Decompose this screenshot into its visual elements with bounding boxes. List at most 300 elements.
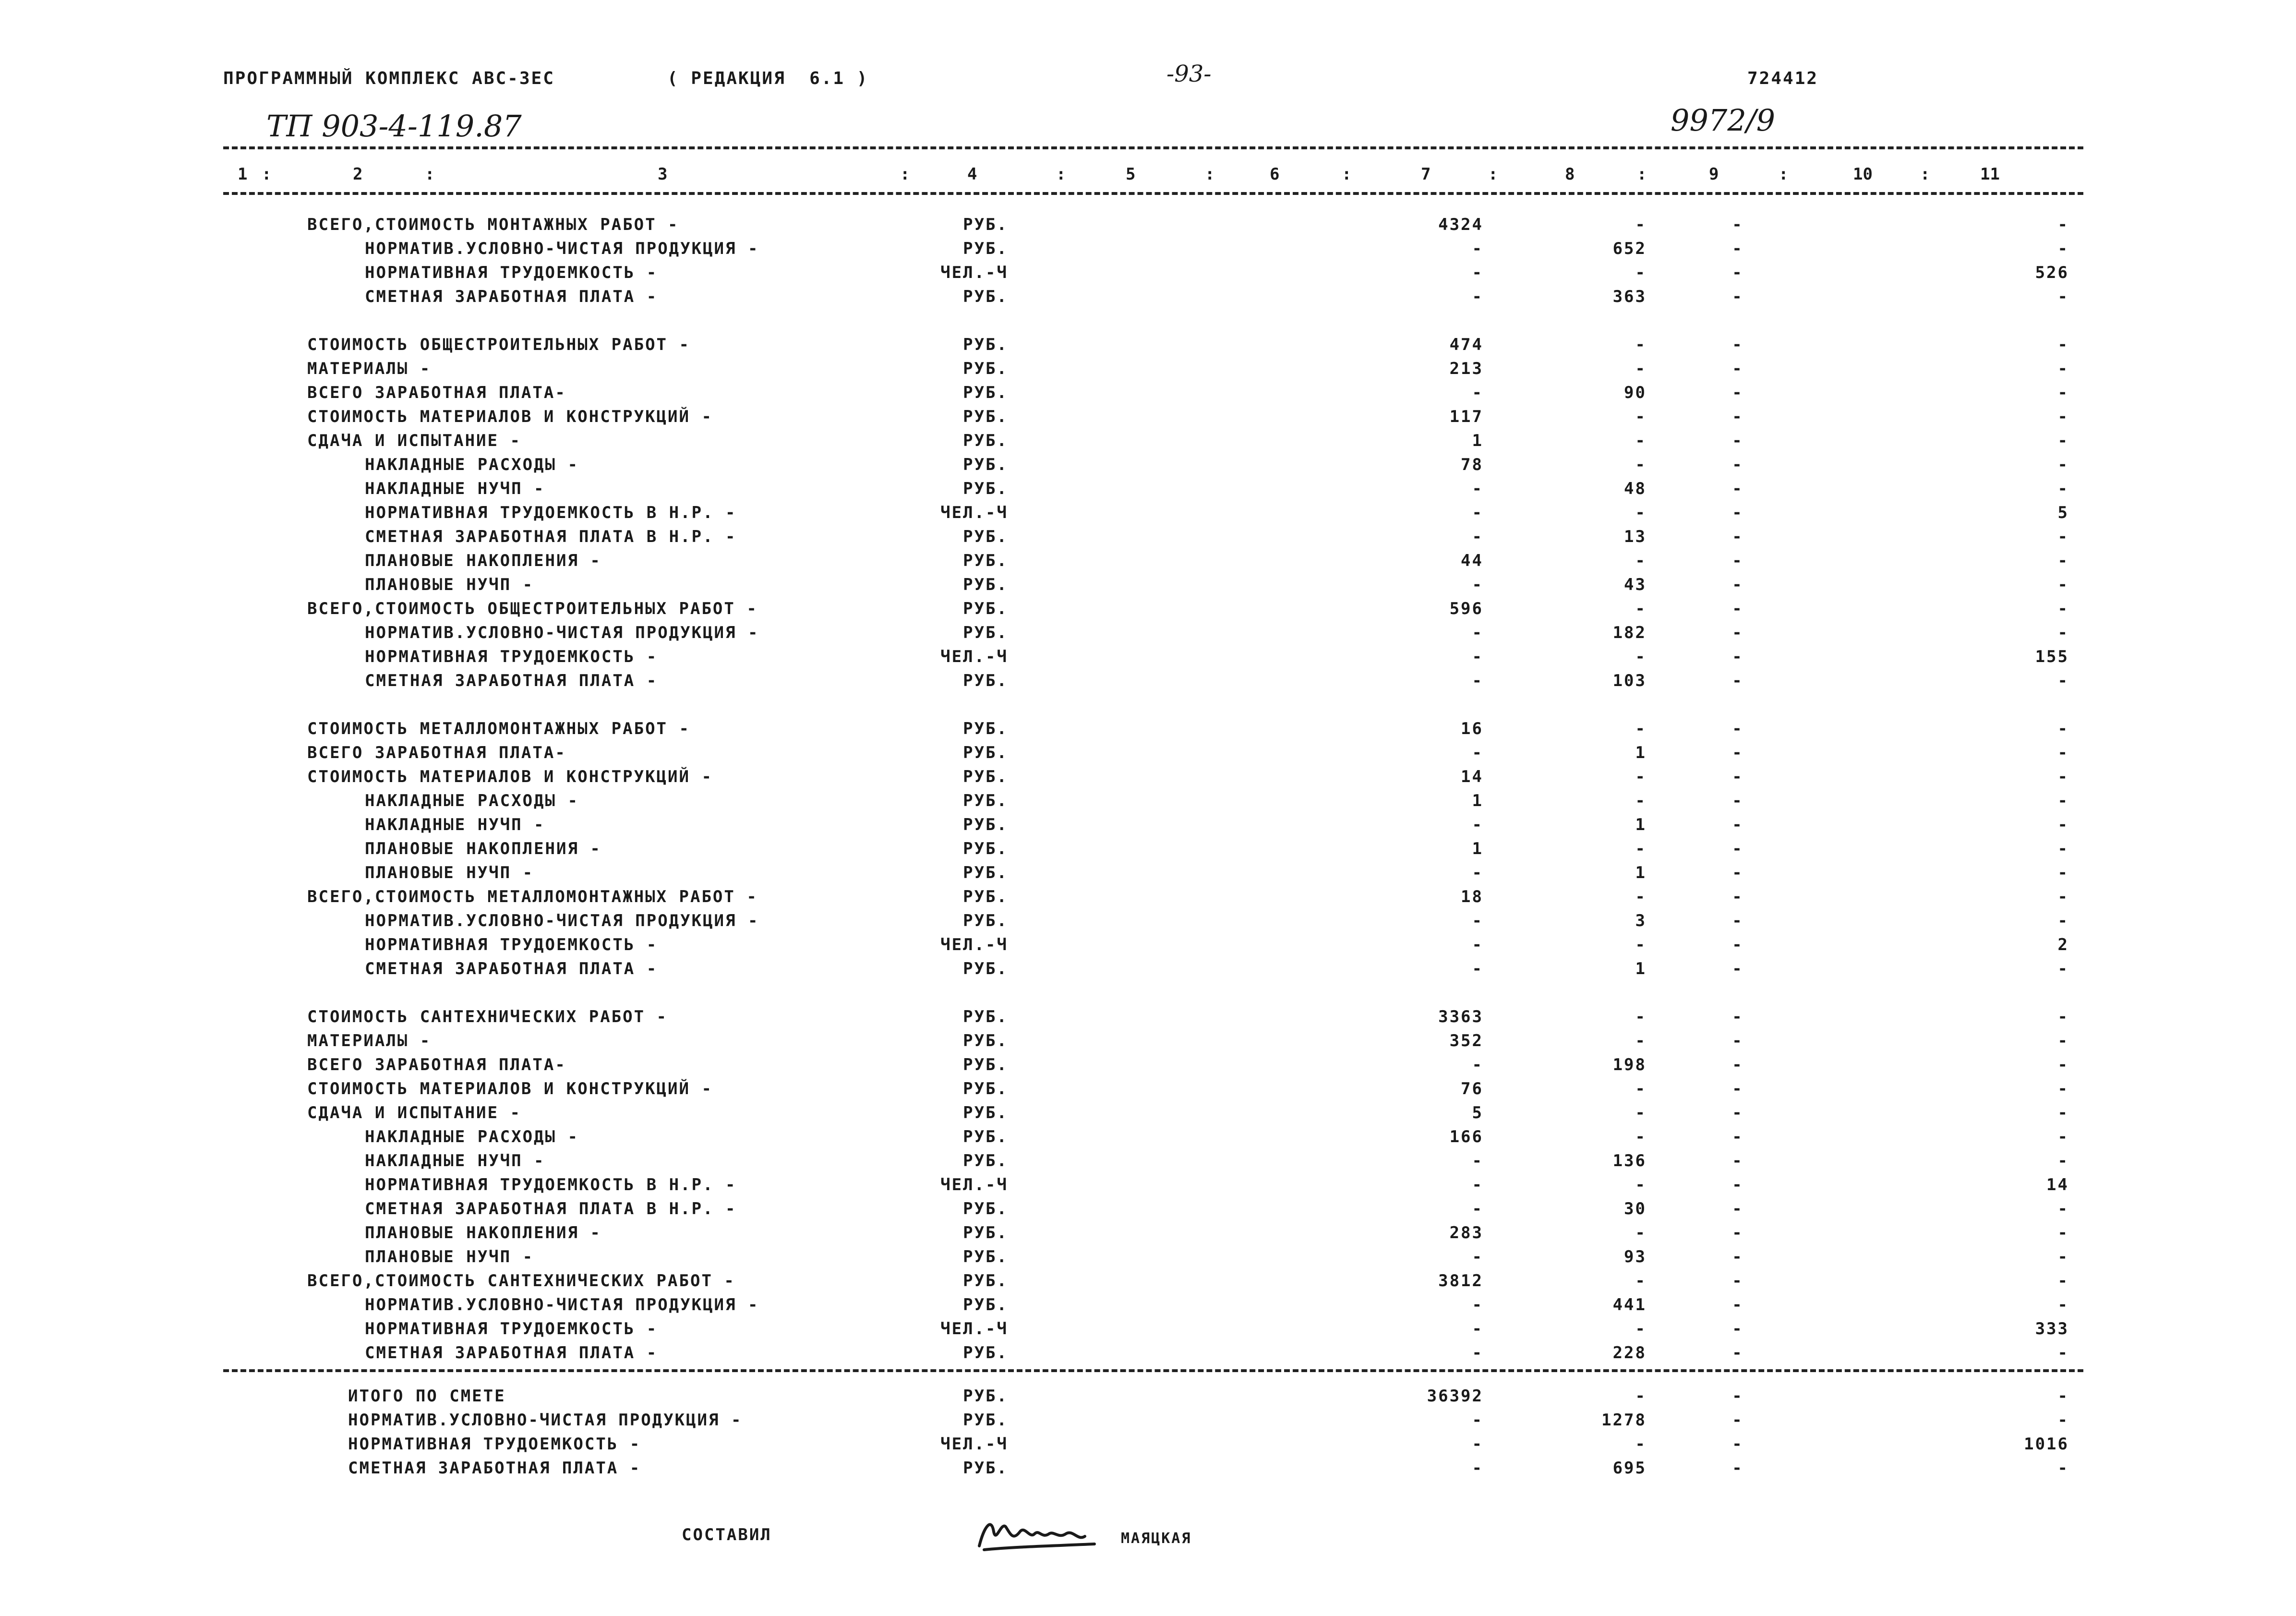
row-unit: РУБ. bbox=[963, 911, 1008, 930]
row-unit: ЧЕЛ.-Ч bbox=[940, 503, 1008, 522]
cell-col8: - bbox=[1635, 1103, 1647, 1122]
cell-col9: - bbox=[1732, 1319, 1743, 1339]
cell-col11: - bbox=[2057, 887, 2069, 906]
row-label: НОРМАТИВНАЯ ТРУДОЕМКОСТЬ - bbox=[348, 1435, 641, 1454]
row-unit: РУБ. bbox=[963, 575, 1008, 594]
cell-col9: - bbox=[1732, 1343, 1743, 1363]
cell-col7: 44 bbox=[1461, 551, 1483, 570]
cell-col11: - bbox=[2057, 1295, 2069, 1315]
cell-col9: - bbox=[1732, 1199, 1743, 1218]
cell-col11: - bbox=[2057, 791, 2069, 810]
row-label: СМЕТНАЯ ЗАРАБОТНАЯ ПЛАТА В Н.Р. - bbox=[365, 527, 737, 546]
row-unit: РУБ. bbox=[963, 1199, 1008, 1218]
cell-col7: 352 bbox=[1449, 1031, 1483, 1050]
cell-col11: - bbox=[2057, 527, 2069, 546]
cell-col7: - bbox=[1472, 1343, 1483, 1363]
cell-col11: - bbox=[2057, 1055, 2069, 1074]
row-label: СДАЧА И ИСПЫТАНИЕ - bbox=[307, 1103, 521, 1122]
cell-col7: - bbox=[1472, 287, 1483, 306]
cell-col7: 14 bbox=[1461, 767, 1483, 786]
table-row bbox=[0, 235, 2296, 259]
row-unit: РУБ. bbox=[963, 431, 1008, 450]
program-name: ПРОГРАММНЫЙ КОМПЛЕКС АВС-ЗЕС bbox=[223, 69, 555, 88]
cell-col9: - bbox=[1732, 935, 1743, 954]
row-label: НАКЛАДНЫЕ НУЧП - bbox=[365, 1151, 545, 1170]
cell-col8: - bbox=[1635, 1127, 1647, 1146]
totals-row bbox=[0, 1407, 2296, 1431]
cell-col9: - bbox=[1732, 263, 1743, 282]
cell-col11: - bbox=[2057, 599, 2069, 618]
table-row bbox=[0, 259, 2296, 283]
cell-col11: 14 bbox=[2046, 1175, 2069, 1194]
row-unit: ЧЕЛ.-Ч bbox=[940, 263, 1008, 282]
cell-col7: 18 bbox=[1461, 887, 1483, 906]
cell-col7: - bbox=[1472, 1247, 1483, 1266]
column-number: 8 bbox=[1565, 165, 1575, 184]
cell-col11: - bbox=[2057, 1271, 2069, 1290]
cell-col9: - bbox=[1732, 959, 1743, 978]
table-row bbox=[0, 1171, 2296, 1195]
row-label: СМЕТНАЯ ЗАРАБОТНАЯ ПЛАТА В Н.Р. - bbox=[365, 1199, 737, 1218]
cell-col11: - bbox=[2057, 551, 2069, 570]
cell-col9: - bbox=[1732, 1223, 1743, 1242]
row-label: МАТЕРИАЛЫ - bbox=[307, 1031, 432, 1050]
cell-col9: - bbox=[1732, 1007, 1743, 1026]
cell-col9: - bbox=[1732, 1271, 1743, 1290]
cell-col9: - bbox=[1732, 599, 1743, 618]
cell-col11: - bbox=[2057, 1387, 2069, 1406]
cell-col8: 1 bbox=[1635, 743, 1647, 762]
cell-col7: 4324 bbox=[1438, 215, 1483, 234]
signature-mark bbox=[974, 1512, 1118, 1556]
cell-col9: - bbox=[1732, 1055, 1743, 1074]
table-row bbox=[0, 1291, 2296, 1315]
cell-col9: - bbox=[1732, 1387, 1743, 1406]
row-label: ВСЕГО,СТОИМОСТЬ САНТЕХНИЧЕСКИХ РАБОТ - bbox=[307, 1271, 735, 1290]
cell-col9: - bbox=[1732, 1459, 1743, 1478]
row-unit: РУБ. bbox=[963, 1079, 1008, 1098]
cell-col8: 13 bbox=[1624, 527, 1647, 546]
row-label: СТОИМОСТЬ МЕТАЛЛОМОНТАЖНЫХ РАБОТ - bbox=[307, 719, 690, 738]
cell-col7: 117 bbox=[1449, 407, 1483, 426]
row-label: НОРМАТИВНАЯ ТРУДОЕМКОСТЬ В Н.Р. - bbox=[365, 503, 737, 522]
cell-col11: 526 bbox=[2035, 263, 2069, 282]
edition-label: ( РЕДАКЦИЯ 6.1 ) bbox=[667, 69, 869, 88]
cell-col8: - bbox=[1635, 455, 1647, 474]
cell-col11: - bbox=[2057, 239, 2069, 258]
cell-col8: - bbox=[1635, 647, 1647, 666]
cell-col9: - bbox=[1732, 359, 1743, 378]
table-row bbox=[0, 1147, 2296, 1171]
document-code: 724412 bbox=[1747, 69, 1819, 88]
row-label: НОРМАТИВ.УСЛОВНО-ЧИСТАЯ ПРОДУКЦИЯ - bbox=[365, 623, 759, 642]
row-label: ПЛАНОВЫЕ НУЧП - bbox=[365, 863, 534, 882]
row-label: СМЕТНАЯ ЗАРАБОТНАЯ ПЛАТА - bbox=[365, 1343, 658, 1363]
table-row bbox=[0, 835, 2296, 859]
cell-col8: 136 bbox=[1612, 1151, 1647, 1170]
row-unit: РУБ. bbox=[963, 383, 1008, 402]
cell-col8: 441 bbox=[1612, 1295, 1647, 1315]
table-row bbox=[0, 1075, 2296, 1099]
row-label: СТОИМОСТЬ ОБЩЕСТРОИТЕЛЬНЫХ РАБОТ - bbox=[307, 335, 690, 354]
row-unit: РУБ. bbox=[963, 599, 1008, 618]
compiler-name: МАЯЦКАЯ bbox=[1121, 1530, 1192, 1547]
signature bbox=[974, 1512, 1118, 1557]
cell-col8: 3 bbox=[1635, 911, 1647, 930]
cell-col8: - bbox=[1635, 935, 1647, 954]
cell-col9: - bbox=[1732, 1151, 1743, 1170]
table-row bbox=[0, 331, 2296, 355]
table-row bbox=[0, 715, 2296, 739]
row-label: СТОИМОСТЬ САНТЕХНИЧЕСКИХ РАБОТ - bbox=[307, 1007, 668, 1026]
cell-col8: 198 bbox=[1612, 1055, 1647, 1074]
cell-col11: - bbox=[2057, 335, 2069, 354]
cell-col11: - bbox=[2057, 1247, 2069, 1266]
row-unit: РУБ. bbox=[963, 1459, 1008, 1478]
row-unit: РУБ. bbox=[963, 527, 1008, 546]
table-row bbox=[0, 1219, 2296, 1243]
cell-col11: 5 bbox=[2057, 503, 2069, 522]
cell-col9: - bbox=[1732, 1295, 1743, 1315]
row-unit: РУБ. bbox=[963, 887, 1008, 906]
cell-col9: - bbox=[1732, 647, 1743, 666]
row-unit: ЧЕЛ.-Ч bbox=[940, 935, 1008, 954]
table-spacer bbox=[0, 307, 2296, 331]
column-number: 10 bbox=[1853, 165, 1873, 184]
column-number: 4 bbox=[967, 165, 977, 184]
cell-col8: 48 bbox=[1624, 479, 1647, 498]
row-unit: ЧЕЛ.-Ч bbox=[940, 1175, 1008, 1194]
row-label: ПЛАНОВЫЕ НАКОПЛЕНИЯ - bbox=[365, 1223, 601, 1242]
cell-col8: - bbox=[1635, 887, 1647, 906]
cell-col8: - bbox=[1635, 1271, 1647, 1290]
column-number: 2 bbox=[353, 165, 363, 184]
table-row bbox=[0, 211, 2296, 235]
row-label: СТОИМОСТЬ МАТЕРИАЛОВ И КОНСТРУКЦИЙ - bbox=[307, 767, 713, 786]
table-row bbox=[0, 667, 2296, 691]
row-unit: РУБ. bbox=[963, 1343, 1008, 1363]
table-row bbox=[0, 595, 2296, 619]
cell-col8: - bbox=[1635, 1079, 1647, 1098]
cell-col11: - bbox=[2057, 1199, 2069, 1218]
row-unit: РУБ. bbox=[963, 959, 1008, 978]
row-label: ВСЕГО,СТОИМОСТЬ ОБЩЕСТРОИТЕЛЬНЫХ РАБОТ - bbox=[307, 599, 758, 618]
row-unit: РУБ. bbox=[963, 743, 1008, 762]
row-label: СМЕТНАЯ ЗАРАБОТНАЯ ПЛАТА - bbox=[365, 671, 658, 690]
cell-col7: - bbox=[1472, 1295, 1483, 1315]
table-row bbox=[0, 1027, 2296, 1051]
cell-col9: - bbox=[1732, 407, 1743, 426]
table-row bbox=[0, 427, 2296, 451]
project-code: ТП 903-4-119.87 bbox=[266, 109, 522, 144]
cell-col7: 283 bbox=[1449, 1223, 1483, 1242]
cell-col9: - bbox=[1732, 623, 1743, 642]
column-separator: : bbox=[425, 165, 435, 184]
cell-col9: - bbox=[1732, 767, 1743, 786]
cell-col11: - bbox=[2057, 1007, 2069, 1026]
totals-row bbox=[0, 1383, 2296, 1407]
cell-col7: 3363 bbox=[1438, 1007, 1483, 1026]
table-row bbox=[0, 739, 2296, 763]
row-unit: РУБ. bbox=[963, 1103, 1008, 1122]
table-row bbox=[0, 523, 2296, 547]
row-label: НОРМАТИВНАЯ ТРУДОЕМКОСТЬ - bbox=[365, 1319, 658, 1339]
row-unit: РУБ. bbox=[963, 623, 1008, 642]
row-unit: РУБ. bbox=[963, 335, 1008, 354]
cell-col8: - bbox=[1635, 839, 1647, 858]
cell-col9: - bbox=[1732, 719, 1743, 738]
cell-col8: - bbox=[1635, 791, 1647, 810]
cell-col9: - bbox=[1732, 455, 1743, 474]
cell-col9: - bbox=[1732, 503, 1743, 522]
table-spacer bbox=[0, 979, 2296, 1003]
table-row bbox=[0, 643, 2296, 667]
cell-col11: - bbox=[2057, 1459, 2069, 1478]
row-unit: РУБ. bbox=[963, 815, 1008, 834]
cell-col11: - bbox=[2057, 911, 2069, 930]
table-row bbox=[0, 1195, 2296, 1219]
row-unit: РУБ. bbox=[963, 1055, 1008, 1074]
row-label: НОРМАТИВ.УСЛОВНО-ЧИСТАЯ ПРОДУКЦИЯ - bbox=[348, 1411, 743, 1430]
row-label: СМЕТНАЯ ЗАРАБОТНАЯ ПЛАТА - bbox=[365, 287, 658, 306]
cell-col11: 155 bbox=[2035, 647, 2069, 666]
cell-col7: 1 bbox=[1472, 839, 1483, 858]
row-label: НАКЛАДНЫЕ РАСХОДЫ - bbox=[365, 455, 579, 474]
cell-col7: - bbox=[1472, 263, 1483, 282]
row-unit: ЧЕЛ.-Ч bbox=[940, 647, 1008, 666]
cell-col11: - bbox=[2057, 1079, 2069, 1098]
column-separator: : bbox=[1056, 165, 1066, 184]
cell-col7: - bbox=[1472, 935, 1483, 954]
cell-col11: - bbox=[2057, 1411, 2069, 1430]
column-number: 3 bbox=[658, 165, 668, 184]
table-spacer bbox=[0, 691, 2296, 715]
cell-col8: 103 bbox=[1612, 671, 1647, 690]
cell-col9: - bbox=[1732, 887, 1743, 906]
cell-col7: - bbox=[1472, 1459, 1483, 1478]
row-label: НОРМАТИВ.УСЛОВНО-ЧИСТАЯ ПРОДУКЦИЯ - bbox=[365, 1295, 759, 1315]
cell-col7: - bbox=[1472, 911, 1483, 930]
table-row bbox=[0, 451, 2296, 475]
cell-col11: - bbox=[2057, 1223, 2069, 1242]
cell-col8: - bbox=[1635, 719, 1647, 738]
cell-col7: 1 bbox=[1472, 431, 1483, 450]
cell-col8: - bbox=[1635, 503, 1647, 522]
table-row bbox=[0, 619, 2296, 643]
cell-col7: 3812 bbox=[1438, 1271, 1483, 1290]
row-unit: РУБ. bbox=[963, 719, 1008, 738]
row-label: НОРМАТИВ.УСЛОВНО-ЧИСТАЯ ПРОДУКЦИЯ - bbox=[365, 911, 759, 930]
row-label: НАКЛАДНЫЕ НУЧП - bbox=[365, 479, 545, 498]
row-label: СДАЧА И ИСПЫТАНИЕ - bbox=[307, 431, 521, 450]
table-row bbox=[0, 787, 2296, 811]
cell-col11: - bbox=[2057, 815, 2069, 834]
cell-col8: - bbox=[1635, 359, 1647, 378]
cell-col9: - bbox=[1732, 1411, 1743, 1430]
row-unit: РУБ. bbox=[963, 767, 1008, 786]
totals-row bbox=[0, 1431, 2296, 1455]
cell-col7: - bbox=[1472, 647, 1483, 666]
row-label: ПЛАНОВЫЕ НУЧП - bbox=[365, 575, 534, 594]
row-label: НАКЛАДНЫЕ НУЧП - bbox=[365, 815, 545, 834]
cell-col11: - bbox=[2057, 1031, 2069, 1050]
column-number: 7 bbox=[1421, 165, 1431, 184]
row-unit: РУБ. bbox=[963, 479, 1008, 498]
row-label: НОРМАТИВ.УСЛОВНО-ЧИСТАЯ ПРОДУКЦИЯ - bbox=[365, 239, 759, 258]
row-label: НОРМАТИВНАЯ ТРУДОЕМКОСТЬ - bbox=[365, 263, 658, 282]
table-row bbox=[0, 955, 2296, 979]
table-row bbox=[0, 571, 2296, 595]
table-row bbox=[0, 283, 2296, 307]
row-unit: РУБ. bbox=[963, 1223, 1008, 1242]
column-separator: : bbox=[262, 165, 272, 184]
row-label: ВСЕГО ЗАРАБОТНАЯ ПЛАТА- bbox=[307, 1055, 566, 1074]
cell-col9: - bbox=[1732, 815, 1743, 834]
table-row bbox=[0, 547, 2296, 571]
cell-col9: - bbox=[1732, 911, 1743, 930]
cell-col9: - bbox=[1732, 239, 1743, 258]
row-unit: РУБ. bbox=[963, 1247, 1008, 1266]
cell-col8: - bbox=[1635, 407, 1647, 426]
row-label: НОРМАТИВНАЯ ТРУДОЕМКОСТЬ - bbox=[365, 647, 658, 666]
table-row bbox=[0, 1003, 2296, 1027]
cell-col11: - bbox=[2057, 383, 2069, 402]
compiled-by-label: СОСТАВИЛ bbox=[682, 1525, 772, 1544]
row-unit: РУБ. bbox=[963, 359, 1008, 378]
table-row bbox=[0, 1099, 2296, 1123]
row-unit: РУБ. bbox=[963, 1411, 1008, 1430]
cell-col7: 166 bbox=[1449, 1127, 1483, 1146]
cell-col7: 36392 bbox=[1427, 1387, 1483, 1406]
row-unit: РУБ. bbox=[963, 1007, 1008, 1026]
cell-col9: - bbox=[1732, 479, 1743, 498]
table-row bbox=[0, 883, 2296, 907]
column-separator: : bbox=[1205, 165, 1215, 184]
cell-col8: - bbox=[1635, 1175, 1647, 1194]
cell-col7: 78 bbox=[1461, 455, 1483, 474]
cell-col11: - bbox=[2057, 359, 2069, 378]
cell-col7: - bbox=[1472, 863, 1483, 882]
cell-col11: - bbox=[2057, 287, 2069, 306]
cell-col11: 1016 bbox=[2024, 1435, 2069, 1454]
column-number: 6 bbox=[1270, 165, 1280, 184]
cell-col9: - bbox=[1732, 1103, 1743, 1122]
cell-col9: - bbox=[1732, 1031, 1743, 1050]
totals-row bbox=[0, 1455, 2296, 1479]
table-row bbox=[0, 931, 2296, 955]
row-unit: РУБ. bbox=[963, 1031, 1008, 1050]
row-label: ПЛАНОВЫЕ НУЧП - bbox=[365, 1247, 534, 1266]
cell-col11: - bbox=[2057, 575, 2069, 594]
cell-col8: 93 bbox=[1624, 1247, 1647, 1266]
cell-col11: - bbox=[2057, 431, 2069, 450]
cell-col11: - bbox=[2057, 1103, 2069, 1122]
row-label: НОРМАТИВНАЯ ТРУДОЕМКОСТЬ В Н.Р. - bbox=[365, 1175, 737, 1194]
row-label: ИТОГО ПО СМЕТЕ bbox=[348, 1387, 506, 1406]
cell-col8: 43 bbox=[1624, 575, 1647, 594]
cell-col7: 76 bbox=[1461, 1079, 1483, 1098]
sheet-code: 9972/9 bbox=[1671, 103, 1776, 138]
column-separator: : bbox=[900, 165, 910, 184]
cell-col8: 695 bbox=[1612, 1459, 1647, 1478]
cell-col8: 652 bbox=[1612, 239, 1647, 258]
cell-col8: - bbox=[1635, 1387, 1647, 1406]
cell-col9: - bbox=[1732, 551, 1743, 570]
cell-col7: - bbox=[1472, 239, 1483, 258]
cell-col8: 228 bbox=[1612, 1343, 1647, 1363]
cell-col9: - bbox=[1732, 1247, 1743, 1266]
row-label: СТОИМОСТЬ МАТЕРИАЛОВ И КОНСТРУКЦИЙ - bbox=[307, 407, 713, 426]
cell-col7: - bbox=[1472, 743, 1483, 762]
column-number: 1 bbox=[238, 165, 248, 184]
cell-col7: - bbox=[1472, 1435, 1483, 1454]
cell-col7: 213 bbox=[1449, 359, 1483, 378]
cell-col8: - bbox=[1635, 1223, 1647, 1242]
cell-col8: - bbox=[1635, 1031, 1647, 1050]
table-row bbox=[0, 763, 2296, 787]
row-unit: РУБ. bbox=[963, 863, 1008, 882]
row-label: ВСЕГО,СТОИМОСТЬ МЕТАЛЛОМОНТАЖНЫХ РАБОТ - bbox=[307, 887, 758, 906]
column-number: 5 bbox=[1126, 165, 1136, 184]
cell-col8: 90 bbox=[1624, 383, 1647, 402]
table-row bbox=[0, 403, 2296, 427]
row-label: НОРМАТИВНАЯ ТРУДОЕМКОСТЬ - bbox=[365, 935, 658, 954]
cell-col11: - bbox=[2057, 743, 2069, 762]
cell-col9: - bbox=[1732, 743, 1743, 762]
cell-col11: - bbox=[2057, 767, 2069, 786]
row-unit: РУБ. bbox=[963, 407, 1008, 426]
row-unit: РУБ. bbox=[963, 839, 1008, 858]
cell-col7: - bbox=[1472, 623, 1483, 642]
cell-col8: - bbox=[1635, 1007, 1647, 1026]
table-row bbox=[0, 907, 2296, 931]
column-number: 9 bbox=[1709, 165, 1719, 184]
table-row bbox=[0, 1267, 2296, 1291]
table-row bbox=[0, 1123, 2296, 1147]
cell-col7: 474 bbox=[1449, 335, 1483, 354]
row-label: ВСЕГО ЗАРАБОТНАЯ ПЛАТА- bbox=[307, 743, 566, 762]
row-unit: РУБ. bbox=[963, 1387, 1008, 1406]
column-number: 11 bbox=[1980, 165, 2000, 184]
cell-col7: - bbox=[1472, 959, 1483, 978]
row-label: ПЛАНОВЫЕ НАКОПЛЕНИЯ - bbox=[365, 551, 601, 570]
cell-col11: - bbox=[2057, 215, 2069, 234]
cell-col9: - bbox=[1732, 839, 1743, 858]
cell-col7: - bbox=[1472, 479, 1483, 498]
cell-col7: - bbox=[1472, 1319, 1483, 1339]
row-unit: РУБ. bbox=[963, 1271, 1008, 1290]
totals-rule bbox=[223, 1369, 2083, 1372]
row-label: ПЛАНОВЫЕ НАКОПЛЕНИЯ - bbox=[365, 839, 601, 858]
row-label: СТОИМОСТЬ МАТЕРИАЛОВ И КОНСТРУКЦИЙ - bbox=[307, 1079, 713, 1098]
cell-col9: - bbox=[1732, 527, 1743, 546]
row-unit: РУБ. bbox=[963, 791, 1008, 810]
row-unit: РУБ. bbox=[963, 1295, 1008, 1315]
cell-col8: - bbox=[1635, 335, 1647, 354]
table-row bbox=[0, 1243, 2296, 1267]
cell-col8: - bbox=[1635, 551, 1647, 570]
cell-col9: - bbox=[1732, 287, 1743, 306]
cell-col7: - bbox=[1472, 383, 1483, 402]
row-unit: ЧЕЛ.-Ч bbox=[940, 1435, 1008, 1454]
cell-col9: - bbox=[1732, 215, 1743, 234]
row-unit: РУБ. bbox=[963, 671, 1008, 690]
cell-col11: 2 bbox=[2057, 935, 2069, 954]
table-row bbox=[0, 1315, 2296, 1339]
cell-col8: - bbox=[1635, 1435, 1647, 1454]
page-number: -93- bbox=[1166, 60, 1212, 87]
cell-col8: - bbox=[1635, 263, 1647, 282]
